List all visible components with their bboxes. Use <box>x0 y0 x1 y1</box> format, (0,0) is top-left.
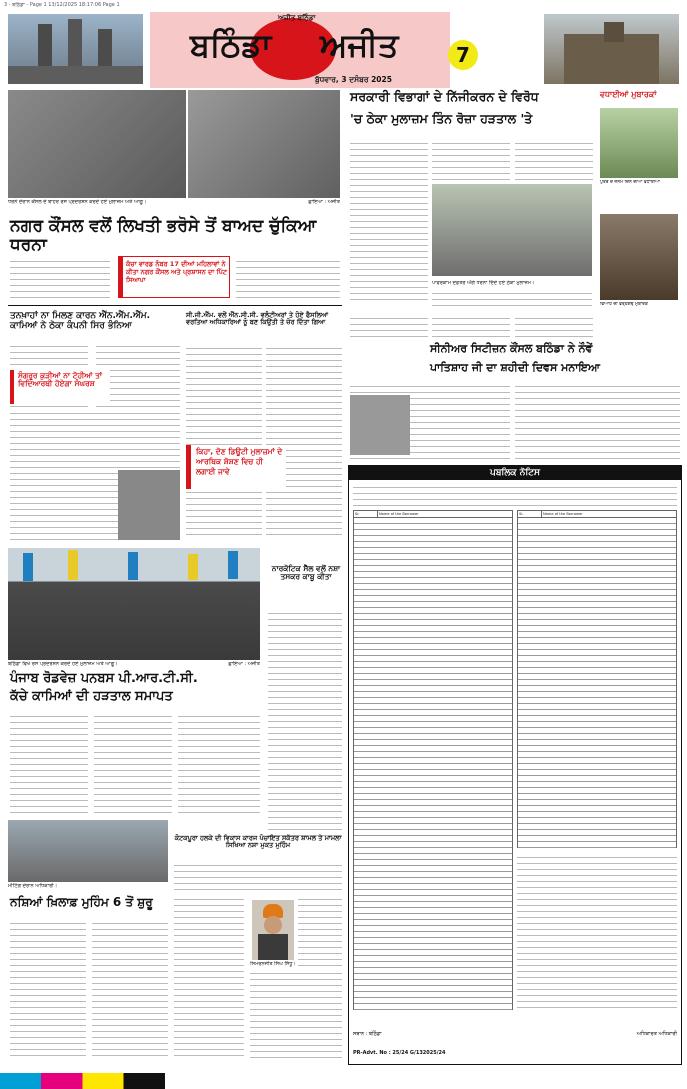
sidebar-caption-2: ਵਿਆਹ ਦੀ ਵਰ੍ਹੇਗੰਢ ਮੁਬਾਰਕ <box>600 302 648 307</box>
masthead-banner <box>150 12 450 88</box>
print-color-bar <box>0 1073 687 1089</box>
portrait-photo <box>252 900 294 960</box>
kotkapura-headline: ਕੋਟਕਪੂਰਾ ਹਲਕੇ ਦੀ ਵਿਕਾਸ ਕਾਰਜ ਪੰਚਾਇਤ ਸਕੱਤਰ ਸ਼ਾਮਲ ਤੇ ਮਾਮਲਾ ਸਿਖਿਆ ਨਸ਼ਾ ਮੁਕਤ ਮੁਹਿੰਮ <box>174 834 342 850</box>
strike-body-3 <box>515 140 593 180</box>
senior-body-2 <box>515 383 680 461</box>
wrap-story-headline: ਤਨਖ਼ਾਹਾਂ ਨਾ ਮਿਲਣ ਕਾਰਨ ਐੱਨ.ਐੱਮ.ਐੱਮ. ਕਾਮਿਆਂ ਨੇ ਠੇਕਾ ਕੰਪਨੀ ਸਿਰ ਭੰਨਿਆ <box>10 311 151 331</box>
col-name: Name of the Borrower <box>377 511 512 518</box>
rally-caption: ਬਠਿੰਡਾ ਵਿਖੇ ਰੋਸ ਪ੍ਰਦਰਸ਼ਨ ਕਰਦੇ ਹੋਏ ਮੁਲਾਜ਼ਮ ਅਤੇ ਆਗੂ। <box>8 661 118 667</box>
kotkapura-body-2 <box>250 970 342 1060</box>
notice-rows-left <box>353 518 513 1010</box>
rally-photo <box>8 548 260 660</box>
prtc-body-2 <box>94 713 172 813</box>
sidebar-caption-1: ਪੁੱਤਰ ਦੇ ਜਨਮ ਦਿਨ ਦੀਆਂ ਵਧਾਈਆਂ <box>600 180 660 185</box>
quote-text: ਕਿਹਾ, ਦੋਣ ਡਿਊਟੀ ਮੁਲਾਜ਼ਮਾਂ ਦੇ ਆਰਥਿਕ ਸ਼ੋਸ਼ਣ ਵਿਚ ਹੀ ਲਗਾਈ ਜਾਵੇ <box>196 447 283 476</box>
kotkapura-body-top <box>174 862 342 890</box>
strike-photo <box>432 184 592 276</box>
col-name-right: Name of the Borrower <box>541 511 676 518</box>
meeting-caption: ਮੀਟਿੰਗ ਦੌਰਾਨ ਅਧਿਕਾਰੀ। <box>8 883 58 889</box>
drugs-headline: ਨਸ਼ਿਆਂ ਖ਼ਿਲਾਫ਼ ਮੁਹਿੰਮ 6 ਤੋਂ ਸ਼ੁਰੂ <box>10 895 153 909</box>
kotkapura-body-3 <box>298 896 342 966</box>
drugs-body-1 <box>10 920 86 1060</box>
strike-body-4 <box>432 290 592 308</box>
public-notice <box>348 465 682 1065</box>
masthead-tag: ਅਜੀਤ ਬਠਿੰਡਾ <box>278 14 316 22</box>
police-story-headline: ਨਾਰਕੋਟਿਕ ਸੈੱਲ ਵਲੋਂ ਨਸ਼ਾ ਤਸਕਰ ਕਾਬੂ ਕੀਤਾ <box>271 564 341 582</box>
wrap-story-photo <box>118 470 180 540</box>
prtc-body-1 <box>10 713 88 813</box>
page-number: 7 <box>448 40 478 70</box>
col-sr: Sr. <box>354 511 378 518</box>
strike-headline-1: ਸਰਕਾਰੀ ਵਿਭਾਗਾਂ ਦੇ ਨਿੱਜੀਕਰਨ ਦੇ ਵਿਰੋਧ <box>350 89 539 104</box>
print-slug: 3 - ਬਠਿੰਡਾ - Page 1 13/12/2025 18:17:06 Page 1 <box>4 2 120 8</box>
nagar-council-body-2 <box>236 258 340 298</box>
mid-story-body-2 <box>266 345 342 540</box>
callout-text: ਕੱਚਾ ਵਾਰਡ ਨੰਬਰ 17 ਦੀਆਂ ਮਹਿਲਾਵਾਂ ਨੇ ਕੀਤਾ ਨਗਰ ਕੌਂਸਲ ਅਤੇ ਪ੍ਰਸ਼ਾਸਨ ਦਾ ਪਿੱਟ ਸਿਆਪਾ <box>126 260 227 284</box>
nagar-council-callout <box>118 256 230 298</box>
sidebar-label: ਵਧਾਈਆਂ ਮੁਬਾਰਕਾਂ <box>600 90 657 99</box>
strike-photo-caption: ਪਾਵਰਕਾਮ ਦਫ਼ਤਰ ਅੱਗੇ ਧਰਨਾ ਦਿੰਦੇ ਹੋਏ ਠੇਕਾ ਮੁਲਾਜ਼ਮ। <box>432 280 535 286</box>
notice-rows-right <box>517 518 677 848</box>
divider <box>8 305 342 306</box>
top-photo-caption: ਧਰਨੇ ਦੌਰਾਨ ਕੌਂਸਲ ਦੇ ਬਾਹਰ ਰੋਸ ਪ੍ਰਦਰਸ਼ਨ ਕਰਦੇ ਹੋਏ ਮੁਲਾਜ਼ਮ ਅਤੇ ਆਗੂ। <box>8 199 147 205</box>
notice-signatory: ਅਧਿਕਾਰਤ ਅਧਿਕਾਰੀ <box>636 1031 677 1037</box>
masthead-right-photo <box>544 14 679 84</box>
quote-box <box>186 445 286 489</box>
story-photo-1 <box>8 90 186 198</box>
masthead-date: ਬੁੱਧਵਾਰ, 3 ਦਸੰਬਰ 2025 <box>315 75 392 84</box>
masthead-title-left: ਬਠਿੰਡਾ <box>190 26 272 64</box>
strike-body-6 <box>432 315 510 341</box>
police-story-body <box>268 610 342 840</box>
masthead-left-photo <box>8 14 143 84</box>
masthead-title-right: ਅਜੀਤ <box>320 26 399 64</box>
meeting-photo <box>8 820 168 882</box>
sidebar-photo-2 <box>600 214 678 300</box>
notice-table-right <box>517 510 677 1010</box>
col-sr-right: Sr. <box>518 511 542 518</box>
kotkapura-body-1 <box>174 896 244 1060</box>
senior-headline-2: ਪਾਤਿਸ਼ਾਹ ਜੀ ਦਾ ਸ਼ਹੀਦੀ ਦਿਵਸ ਮਨਾਇਆ <box>430 361 600 374</box>
strike-body-7 <box>515 315 593 341</box>
notice-ad-code: PR-Advt. No : 25/24 G/132025/24 <box>353 1050 446 1056</box>
prtc-headline-2: ਕੱਚੇ ਕਾਮਿਆਂ ਦੀ ਹੜਤਾਲ ਸਮਾਪਤ <box>10 689 173 704</box>
drugs-body-2 <box>92 920 168 1060</box>
portrait-caption: ਸਿਮਰਨਜੀਤ ਸਿੰਘ ਸਿੱਧੂ। <box>250 961 296 967</box>
mid-story-headline: ਸੀ.ਜੀ.ਐੱਮ. ਵਲੋਂ ਐੱਨ.ਸੀ.ਸੀ. ਵਲੰਟੀਅਰਾਂ ਤੇ ਹੋਏ ਫੈਸਲਿਆਂ ਵਰਤਿਆ ਅਧਿਕਾਰਿਆਂ ਨੂੰ ਬਣ ਕਿਉਂਤੀ ਤੇ ਜ਼ੋਰ ਦਿੱਤਾ ਗਿਆ <box>186 311 329 327</box>
girls-story-headline: ਸੰਗਰੂਰ ਕੁੜੀਆਂ ਨਾ ਟੋਹੀਆਂ ਤਾਂ ਵਿਦਿਆਰਥੀ ਹੋਏਗਾ ਸੰਘਰਸ਼ <box>18 371 103 389</box>
public-notice-title: ਪਬਲਿਕ ਨੋਟਿਸ <box>349 466 681 480</box>
strike-body-5 <box>350 315 428 341</box>
top-photo-credit: ਛਾਇਆ : ਅਜੀਤ <box>308 199 340 205</box>
strike-body-2 <box>432 140 510 180</box>
prtc-body-3 <box>178 713 260 813</box>
strike-body-1 <box>350 140 428 305</box>
senior-headline-1: ਸੀਨੀਅਰ ਸਿਟੀਜ਼ਨ ਕੌਂਸਲ ਬਠਿੰਡਾ ਨੇ ਨੌਵੇਂ <box>430 342 593 355</box>
nagar-council-body-1 <box>10 258 110 298</box>
notice-table-left <box>353 510 513 1010</box>
mid-story-body-1 <box>186 345 262 540</box>
story-photo-2 <box>188 90 340 198</box>
nagar-council-headline: ਨਗਰ ਕੌਂਸਲ ਵਲੋਂ ਲਿਖਤੀ ਭਰੋਸੇ ਤੋਂ ਬਾਅਦ ਚੁੱਕਿਆ ਧਰਨਾ <box>10 216 317 255</box>
girls-story-callout <box>10 370 110 404</box>
public-notice-intro <box>353 484 677 506</box>
notice-place: ਸਥਾਨ : ਬਠਿੰਡਾ <box>353 1031 382 1037</box>
notice-terms <box>517 854 677 1010</box>
rally-credit: ਛਾਇਆ : ਅਜੀਤ <box>228 661 260 667</box>
senior-photo <box>350 395 410 455</box>
strike-headline-2: 'ਚ ਠੇਕਾ ਮੁਲਾਜ਼ਮ ਤਿੰਨ ਰੋਜ਼ਾ ਹੜਤਾਲ 'ਤੇ <box>350 111 533 126</box>
sidebar-photo-1 <box>600 108 678 178</box>
prtc-headline-1: ਪੰਜਾਬ ਰੋਡਵੇਜ਼ ਪਨਬਸ ਪੀ.ਆਰ.ਟੀ.ਸੀ. <box>10 671 198 686</box>
